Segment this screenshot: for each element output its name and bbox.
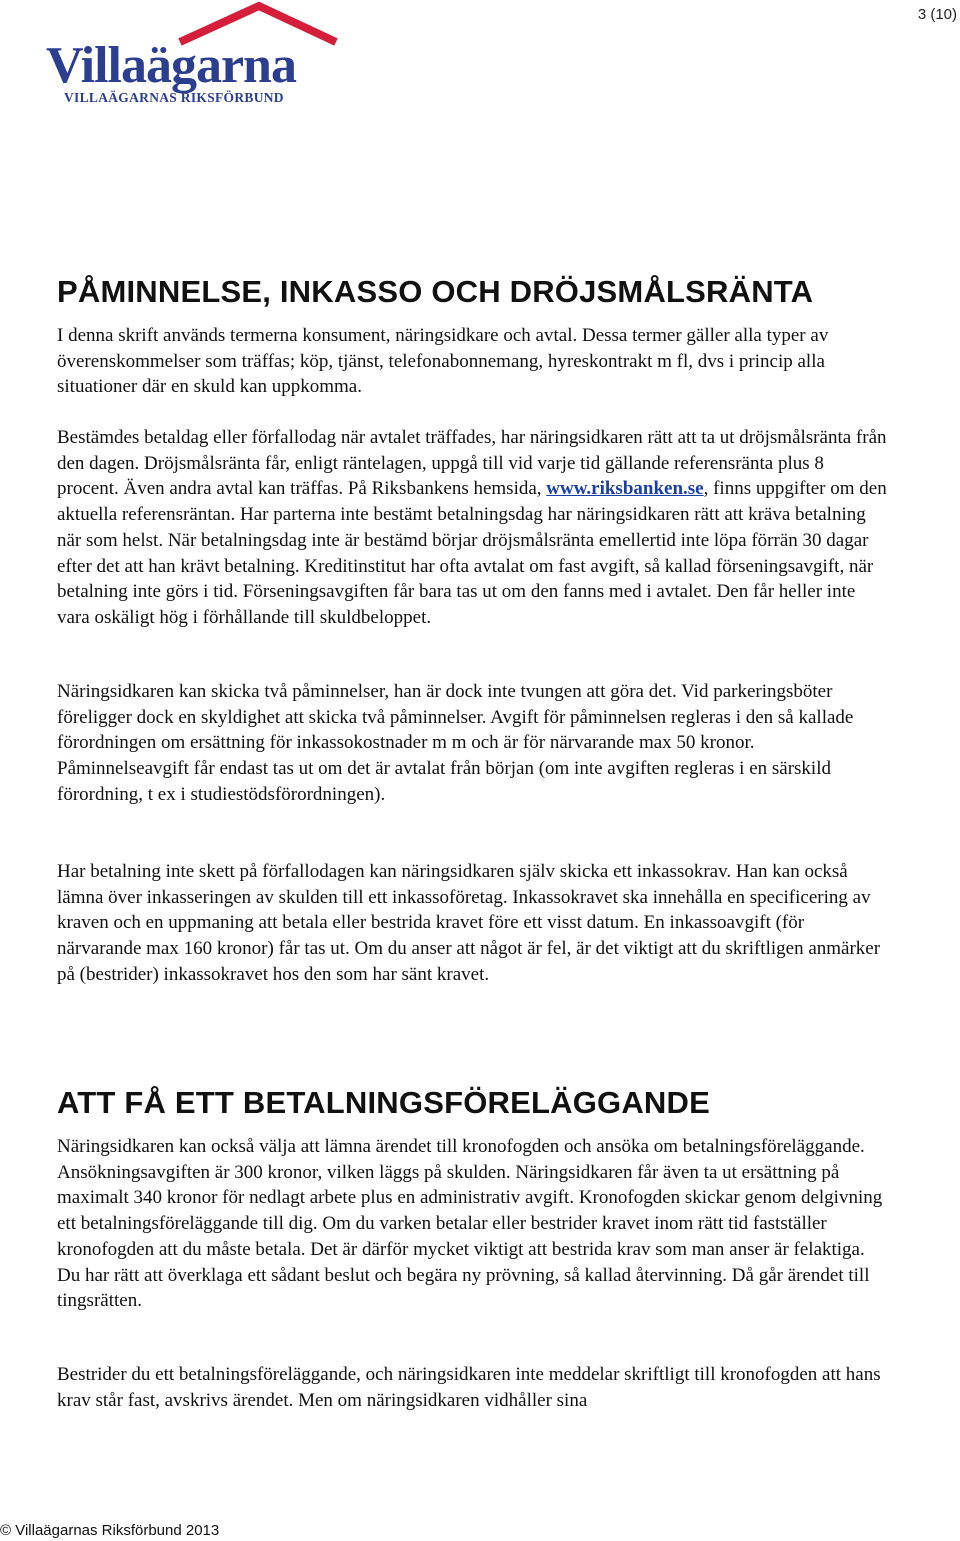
paragraph-inkassokrav: Har betalning inte skett på förfallodagen kan näringsidkaren själv skicka ett inkassokrav. Han kan också lämna över inkasseringen av skulden till ett inkassoföretag. Inkassokravet ska innehålla en specificering av kraven och en uppmaning att betala eller bestrida kravet före ett visst datum. En inkassoavgift (för närvarande max 160 kronor) får tas ut. Om du anser att något är fel, är det viktigt att du skriftligen anmärker på (bestrider) inkassokravet hos den som har sänt kravet. [57, 861, 881, 985]
paragraph-bestrider: Bestrider du ett betalningsföreläggande, och näringsidkaren inte meddelar skriftligt till kronofogden att hans krav står fast, avskrivs ärendet. Men om näringsidkaren vidhåller sina [57, 1364, 881, 1411]
paragraph-intro: I denna skrift används termerna konsument, näringsidkare och avtal. Dessa termer gäller alla typer av överenskommelser som träffas; köp, tjänst, telefonabonnemang, hyreskontrakt m fl, dvs i princip alla situationer där en skuld kan uppkomma. [57, 325, 829, 398]
section-heading-paminnelse: PÅMINNELSE, INKASSO OCH DRÖJSMÅLSRÄNTA [57, 274, 814, 309]
paragraph-text-after-link: , finns uppgifter om den aktuella referensräntan. Har parterna inte bestämt betalningsdag har näringsidkaren rätt att kräva betalning när som helst. När betalningsdag inte är bestämd börjar dröjsmålsränta emellertid inte löpa förrän 30 dagar efter det att han krävt betalning. Kreditinstitut har ofta avtalat om fast avgift, så kallad förseningsavgift, när betalning inte görs i tid. Förseningsavgiften får bara tas ut om den fanns med i avtalet. Den får heller inte vara oskäligt hög i förhållande till skuldbeloppet. [57, 478, 887, 628]
page-number: 3 (10) [917, 6, 957, 23]
paragraph-text-before-link: Bestämdes betaldag eller förfallodag när avtalet träffades, har näringsidkaren rätt att ta ut dröjsmålsränta från den dagen. Dröjsmålsränta får, enligt räntelagen, uppgå till vid varje tid gällande referensränta plus 8 procent. Även andra avtal kan träffas. På Riksbankens hemsida, [57, 427, 887, 500]
riksbanken-link[interactable]: www.riksbanken.se [546, 478, 704, 500]
paragraph-kronofogden: Näringsidkaren kan också välja att lämna ärendet till kronofogden och ansöka om betalningsföreläggande. Ansökningsavgiften är 300 kronor, vilken läggs på skulden. Näringsidkaren får även ta ut ersättning på maximalt 340 kronor för nedlagt arbete plus en administrativ avgift. Kronofogden skickar genom delgivning ett betalningsföreläggande till dig. Om du varken betalar eller bestrider kravet inom rätt tid fastställer kronofogden att du måste betala. Det är därför mycket viktigt att bestrida krav som man anser är felaktiga. Du har rätt att överklaga ett sådant beslut och begära ny prövning, så kallad återvinning. Då går ärendet till tingsrätten. [57, 1136, 883, 1312]
logo-subtitle: VILLAÄGARNAS RIKSFÖRBUND [64, 90, 284, 105]
section-heading-betalningsforelaggande: ATT FÅ ETT BETALNINGSFÖRELÄGGANDE [57, 1085, 710, 1120]
logo-wordmark: Villaägarna [46, 37, 296, 94]
paragraph-paminnelser: Näringsidkaren kan skicka två påminnelser, han är dock inte tvungen att göra det. Vid parkeringsböter föreligger dock en skyldighet att skicka två påminnelser. Avgift för påminnelsen regleras i den så kallade förordningen om ersättning för inkassokostnader m m och är för närvarande max 50 kronor. Påminnelseavgift får endast tas ut om det är avtalat från början (om inte avgiften regleras i en särskild förordning, t ex i studiestödsförordningen). [57, 681, 854, 805]
villaagarna-logo[interactable] [40, 0, 340, 110]
paragraph-drojsmalsranta [57, 425, 887, 631]
footer-copyright: © Villaägarnas Riksförbund 2013 [0, 1522, 220, 1539]
